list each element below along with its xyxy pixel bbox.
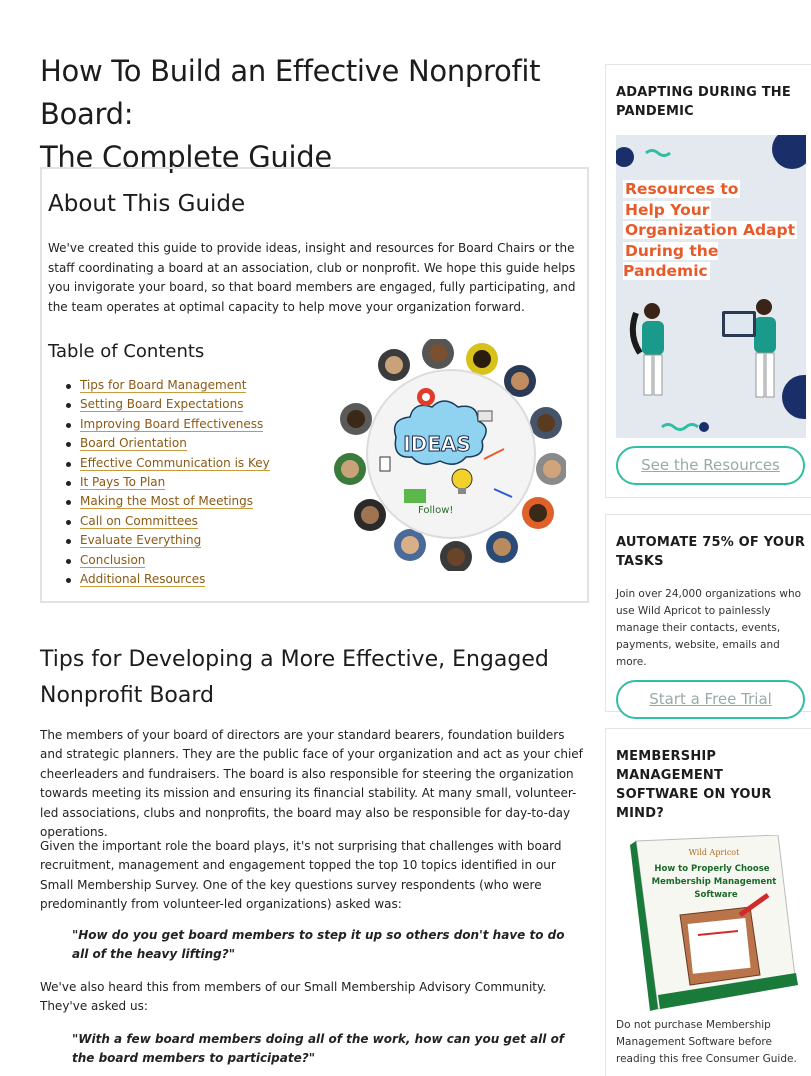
ideas-text: IDEAS [403,432,471,456]
page-title [40,50,590,179]
tips-quote-2: "With a few board members doing all of the work, how can you get all of the board members to participate?" [72,1032,565,1066]
membership-widget [605,728,811,1076]
toc-item [80,570,270,589]
book-brand: Wild Apricot [688,848,740,857]
toc-link-resources[interactable]: Additional Resources [80,572,206,587]
promo-line-3: Organization Adapt [625,221,796,239]
pandemic-widget [605,64,811,498]
toc-link-orientation[interactable]: Board Orientation [80,436,187,451]
about-guide-box [40,167,589,603]
membership-heading: MEMBERSHIP MANAGEMENT SOFTWARE ON YOUR MIND? [616,749,772,821]
book-cover-icon [628,835,798,1013]
toc-item [80,415,270,434]
about-guide-intro: We've created this guide to provide ideas, insight and resources for Board Chairs or the staff coordinating a board at an association, club or nonprofit. We hope this guide helps you invigorate your board, so that board members are engaged, fully participating, and the team operates at optimal capacity to help move your organization forward. [48,241,576,314]
toc-link-conclusion[interactable]: Conclusion [80,552,146,567]
toc-item [80,376,270,395]
consumer-guide-book-image[interactable] [628,835,798,1013]
automate-widget [605,514,811,712]
toc-item [80,531,270,550]
book-title-2: Membership Management [651,877,777,887]
follow-text: Follow! [418,505,454,516]
toc-title: Table of Contents [48,341,205,362]
toc-item [80,551,270,570]
book-title-3: Software [694,890,738,900]
toc-item [80,473,270,492]
toc-item [80,512,270,531]
about-guide-heading: About This Guide [48,191,246,217]
toc-link-plan[interactable]: It Pays To Plan [80,475,166,490]
free-trial-button[interactable]: Start a Free Trial [616,680,805,719]
toc-link-expectations[interactable]: Setting Board Expectations [80,397,244,412]
promo-line-1: Resources to [625,180,739,198]
book-title-1: How to Properly Choose [654,864,770,874]
pandemic-promo-image[interactable] [616,135,806,438]
toc-list [80,376,270,589]
toc-link-effectiveness[interactable]: Improving Board Effectiveness [80,416,264,431]
toc-link-communication[interactable]: Effective Communication is Key [80,455,270,470]
toc-link-tips[interactable]: Tips for Board Management [80,378,247,392]
promo-text [623,179,806,282]
toc-link-evaluate[interactable]: Evaluate Everything [80,533,202,548]
automate-text: Join over 24,000 organizations who use Wild Apricot to painlessly manage their contacts, events, payments, website, emails and more. [616,588,802,668]
page-title-line-2: The Complete Guide [40,140,332,174]
toc-item [80,492,270,511]
page-title-line-1: How To Build an Effective Nonprofit Board: [40,54,541,131]
tips-paragraph-2: Given the important role the board plays, it's not surprising that challenges with board recruitment, management and engagement topped the top 10 topics identified in our Small Membership Survey. One of the key questions survey respondents (who were predominantly from volunteer-led organizations) asked was: [40,839,562,912]
pandemic-heading: ADAPTING DURING THE PANDEMIC [616,85,791,119]
ideas-illustration [334,339,566,571]
membership-text: Do not purchase Membership Management Software before reading this free Consumer Guide. [616,1019,797,1065]
tips-paragraph-3: We've also heard this from members of our Small Membership Advisory Community. They've asked us: [40,980,547,1014]
tips-paragraph-1: The members of your board of directors are your standard bearers, foundation builders and strategic planners. They are the public face of your organization and act as your chief cheerleaders and fundraisers. The board is also responsible for steering the organization towards meeting its mission and ensuring its financial stability. At many small, volunteer-led associations, clubs and nonprofits, the board may also be responsible for day-to-day operations. [40,728,583,840]
toc-link-meetings[interactable]: Making the Most of Meetings [80,494,254,509]
tips-heading: Tips for Developing a More Effective, Engaged Nonprofit Board [40,647,549,708]
article-header [40,50,590,179]
toc-link-committees[interactable]: Call on Committees [80,513,198,528]
toc-item [80,434,270,453]
tips-quote-1: "How do you get board members to step it up so others don't have to do all of the heavy lifting?" [72,928,565,962]
promo-line-2: Help Your [625,200,710,219]
toc-item [80,395,270,414]
automate-heading: AUTOMATE 75% OF YOUR TASKS [616,535,806,569]
toc-item [80,454,270,473]
see-resources-button[interactable]: See the Resources [616,446,805,485]
promo-line-4: During the Pandemic [623,241,719,280]
